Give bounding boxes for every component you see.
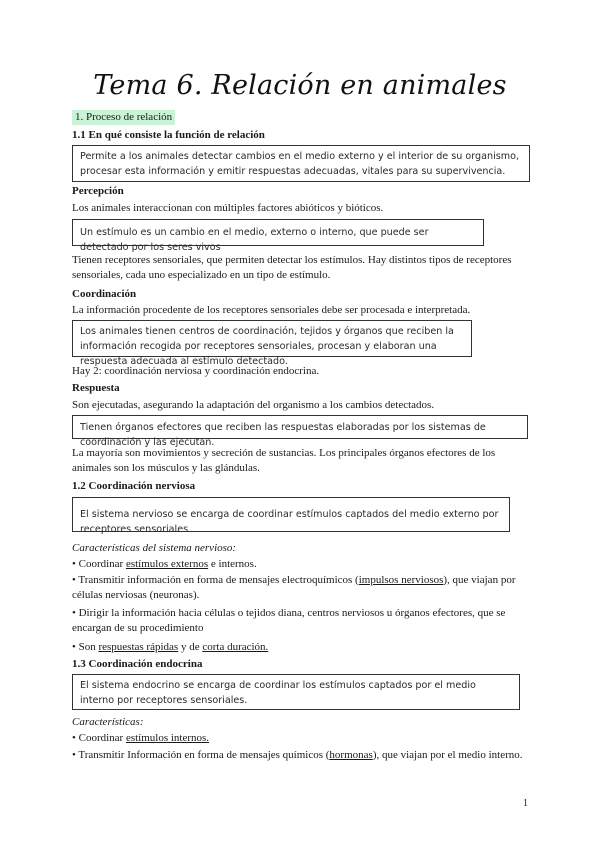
definition-box-centros-coordinacion: Los animales tienen centros de coordinación, tejidos y órganos que reciben la información recogida por receptores sensoriales, procesan y elaboran una respuesta adecuada al estímulo detectado. [72,320,472,357]
definition-box-efectores: Tienen órganos efectores que reciben las respuestas elaboradas por los sistemas de coordinación y las ejecutan. [72,415,528,439]
definition-box-estimulo: Un estímulo es un cambio en el medio, externo o interno, que puede ser detectado por los seres vivos [72,219,484,246]
definition-box-sistema-nervioso: El sistema nervioso se encarga de coordinar estímulos captados del medio externo por receptores sensoriales [72,497,510,532]
bullet-nerviosa-2: • Transmitir información en forma de mensajes electroquímicos (impulsos nerviosos), que viajan por células nerviosas (neuronas). [72,574,516,601]
heading-respuesta: Respuesta [72,382,120,394]
heading-coordinacion: Coordinación [72,288,137,300]
subheading-1-3: 1.3 Coordinación endocrina [72,658,203,670]
paragraph-percepcion-1: Los animales interaccionan con múltiples factores abióticos y bióticos. [72,202,384,214]
caracteristicas-nerviosa-label: Características del sistema nervioso: [72,542,237,554]
paragraph-coordinacion-1: La información procedente de los receptores sensoriales debe ser procesada e interpretada. [72,304,471,316]
bullet-nerviosa-1: • Coordinar estímulos externos e internos. [72,558,257,570]
definition-box-sistema-endocrino: El sistema endocrino se encarga de coordinar los estímulos captados por el medio interno por receptores sensoriales. [72,674,520,710]
heading-percepcion: Percepción [72,185,124,197]
paragraph-respuesta-1: Son ejecutadas, asegurando la adaptación del organismo a los cambios detectados. [72,399,435,411]
paragraph-percepcion-2: Tienen receptores sensoriales, que permiten detectar los estímulos. Hay distintos tipos de receptores sensoriales, cada uno especializado en un tipo de estímulo. [72,254,512,281]
bullet-endocrina-2: • Transmitir Información en forma de mensajes químicos (hormonas), que viajan por el medio interno. [72,749,523,761]
page-number: 1 [523,798,528,809]
bullet-nerviosa-4: • Son respuestas rápidas y de corta duración. [72,641,269,653]
caracteristicas-endocrina-label: Características: [72,716,144,728]
bullet-nerviosa-3: • Dirigir la información hacia células o tejidos diana, centros nerviosos u órganos efectores, que se encargan de su procedimiento [72,607,506,634]
paragraph-coordinacion-2: Hay 2: coordinación nerviosa y coordinación endocrina. [72,365,320,377]
subheading-1-2: 1.2 Coordinación nerviosa [72,480,196,492]
paragraph-respuesta-2: La mayoría son movimientos y secreción de sustancias. Los principales órganos efectores de los animales son los músculos y las glándulas. [72,447,496,474]
subheading-1-1: 1.1 En qué consiste la función de relación [72,129,265,141]
bullet-endocrina-1: • Coordinar estímulos internos. [72,732,210,744]
section-heading-proceso: 1. Proceso de relación [72,110,175,125]
definition-box-relacion: Permite a los animales detectar cambios en el medio externo y el interior de su organismo, procesar esta información y emitir respuestas adecuadas, vitales para su supervivencia. [72,145,530,182]
page-title: Tema 6. Relación en animales [93,70,507,101]
